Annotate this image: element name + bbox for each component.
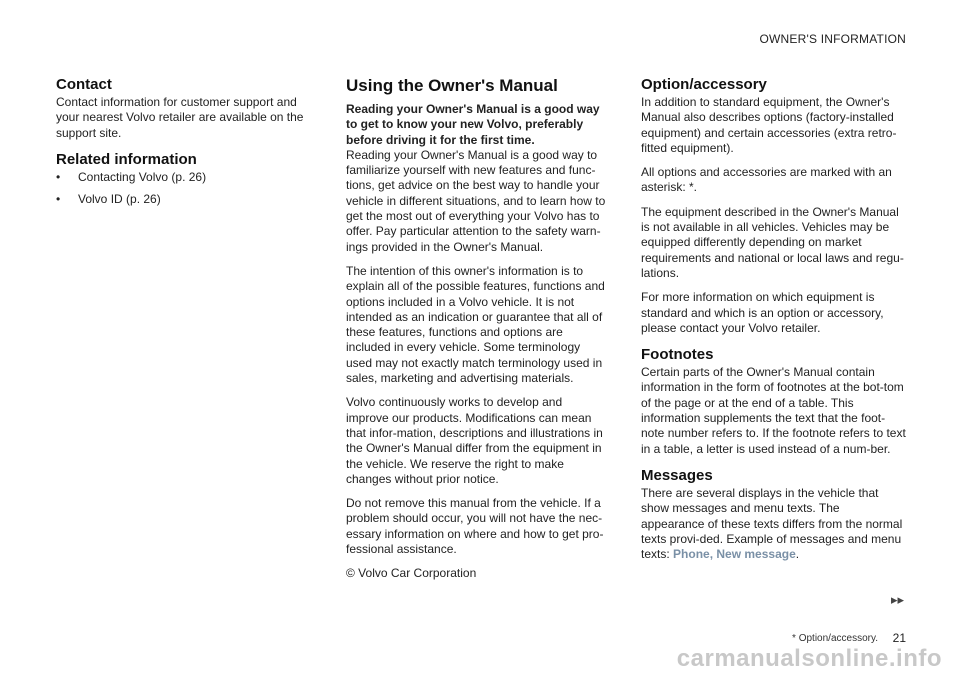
- messages-period: .: [795, 547, 800, 562]
- option-paragraph-3: The equipment described in the Owner's Manual is not available in all vehicles. Vehicles may be equipped differently depending on market requirements and national or local laws and regu-lations.: [641, 204, 904, 280]
- messages-text: There are several displays in the vehicle that show messages and menu texts. The appearance of these texts differs from the normal texts provi-ded. Example of messages and menu texts:: [641, 485, 903, 562]
- bullet-icon: •: [56, 169, 61, 184]
- contact-text: Contact information for customer support and your nearest Volvo retailer are available on the support site.: [56, 95, 304, 140]
- owners-manual-heading: Using the Owner's Manual: [346, 76, 558, 95]
- messages-section: [641, 467, 906, 562]
- related-links-list: [56, 170, 306, 208]
- related-information-heading: Related information: [56, 150, 197, 168]
- owners-manual-paragraph-1: Reading your Owner's Manual is a good way to familiarize yourself with new features and func-tions, get advice on the best way to handle your vehicle in different situations, and to learn how to get the most out of everything your Volvo has to offer. Pay particular attention to the safety warn-ings provided in the Owner's Manual.: [346, 147, 606, 254]
- contact-heading: Contact: [56, 76, 112, 93]
- copyright-line: © Volvo Car Corporation: [346, 566, 477, 581]
- related-link-label[interactable]: Volvo ID (p. 26): [78, 192, 161, 207]
- option-paragraph-2: All options and accessories are marked with an asterisk: *.: [641, 165, 892, 195]
- messages-paragraph: [641, 486, 906, 562]
- option-accessory-section: [641, 76, 906, 336]
- watermark: carmanualsonline.info: [676, 645, 942, 672]
- column-right: [641, 76, 906, 572]
- owners-manual-paragraph-2: The intention of this owner's information is to explain all of the possible features, functions and options included in a Volvo vehicle. It is not intended as an indication or guarantee that all of these features, functions and options are included in every vehicle. Some terminology used may not exactly match terminology used in sales, marketing and advertising materials.: [346, 263, 605, 386]
- bullet-icon: •: [56, 192, 61, 207]
- messages-heading: Messages: [641, 466, 713, 484]
- message-example: Phone, New message: [673, 547, 796, 562]
- owners-manual-paragraph-3: Volvo continuously works to develop and improve our products. Modifications can mean that infor-mation, descriptions and illustrations in the Owner's Manual differ from the equipment in the vehicle. We reserve the right to make changes without prior notice.: [346, 395, 603, 486]
- owners-manual-lead: Reading your Owner's Manual is a good way to get to know your new Volvo, preferably before driving it for the first time.: [346, 102, 600, 147]
- next-page-arrows-icon[interactable]: ▸▸: [890, 592, 904, 607]
- option-paragraph-4: For more information on which equipment is standard and which is an option or accessory, please contact your Volvo retailer.: [641, 290, 884, 335]
- column-middle: [346, 76, 608, 591]
- related-link-volvo-id[interactable]: [56, 192, 306, 207]
- related-link-label[interactable]: Contacting Volvo (p. 26): [78, 169, 207, 184]
- related-link-contacting-volvo[interactable]: [56, 170, 306, 185]
- footnotes-paragraph: Certain parts of the Owner's Manual contain information in the form of footnotes at the bot-tom of the page or at the end of a table. This information supplements the text that the foot-note number refers to. If the footnote refers to text in a table, a letter is used instead of a num-ber.: [641, 365, 906, 456]
- page-header-title: OWNER'S INFORMATION: [759, 32, 906, 46]
- footnote-legend: * Option/accessory.: [792, 633, 878, 644]
- column-left: [56, 76, 306, 217]
- page-number: 21: [892, 631, 906, 645]
- option-accessory-heading: Option/accessory: [641, 76, 767, 93]
- owners-manual-paragraph-4: Do not remove this manual from the vehicle. If a problem should occur, you will not have the nec-essary information on where and how to get pro-fessional assistance.: [346, 496, 604, 557]
- contact-section: [56, 76, 306, 141]
- footnotes-section: [641, 346, 906, 457]
- footnotes-heading: Footnotes: [641, 346, 714, 364]
- option-paragraph-1: In addition to standard equipment, the Owner's Manual also describes options (factory-installed equipment) and certain accessories (extra retro-fitted equipment).: [641, 95, 897, 155]
- related-information-section: [56, 151, 306, 208]
